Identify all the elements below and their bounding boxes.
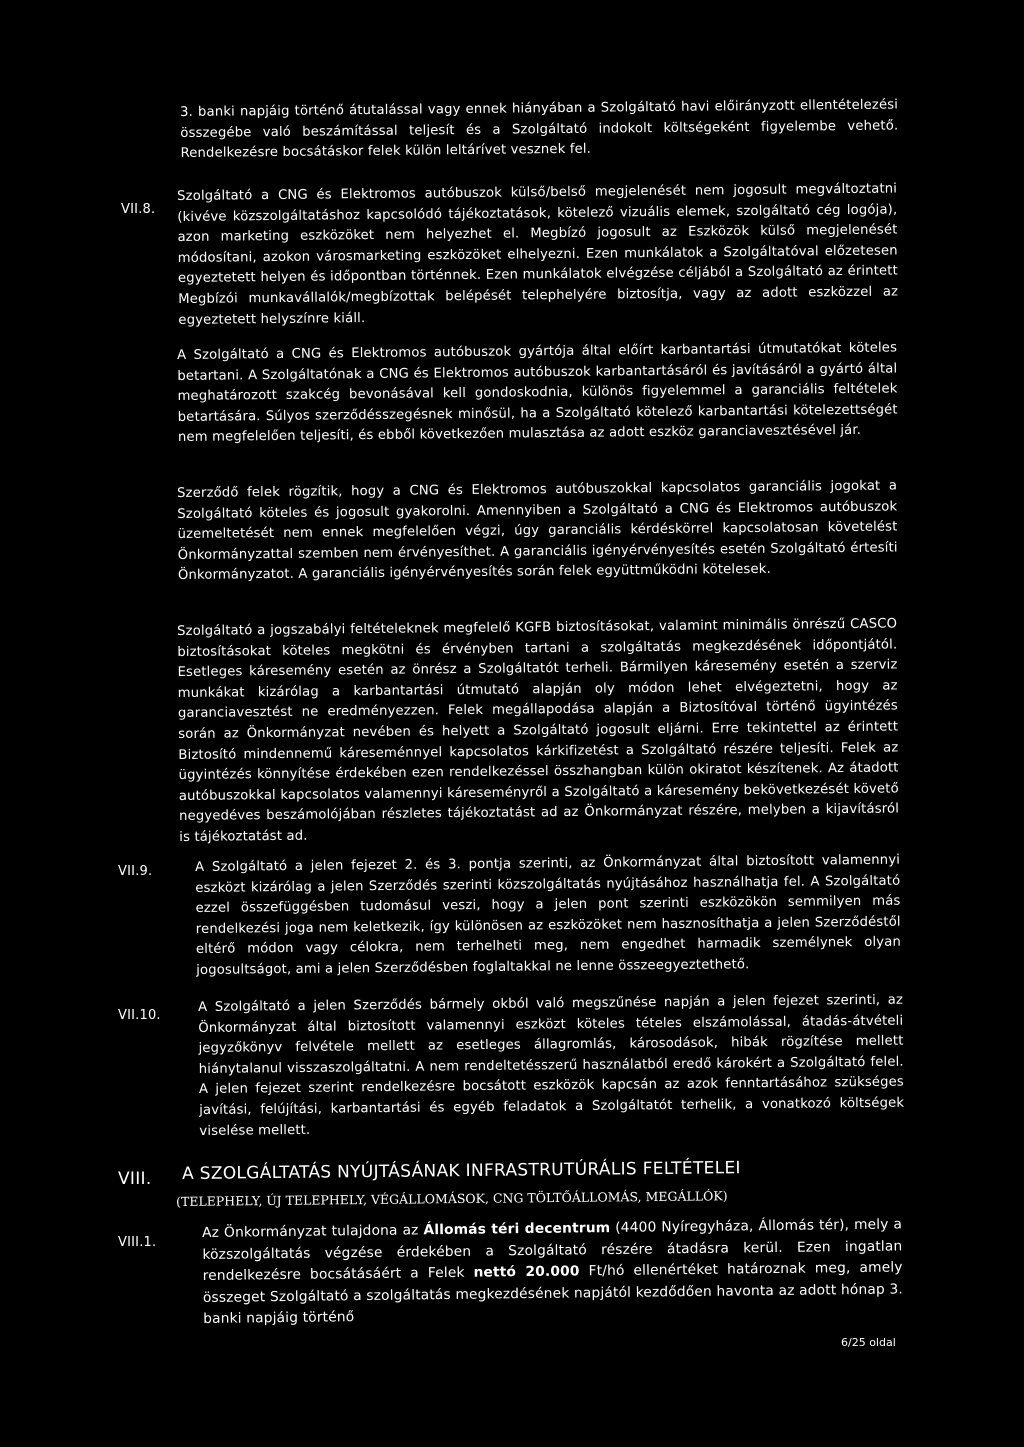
paragraph-vii8-3: Szerződő felek rögzítik, hogy a CNG és Elektromos autóbuszokkal kapcsolatos garanciális jogokat a Szolgáltató köteles és jogosult gyakorolni. Amennyiben a Szolgáltató a CNG és Elektromos autóbuszok üzemeltetését nem ennek megfelelően végzi, úgy garanciális kérdéskörrel kapcsolatosan követelést Önkormányzattal szemben nem érvényesíthet. A garanciális igényérvényesítés esetén Szolgáltató értesíti Önkormányzatot. A garanciális igényérvényesítés során felek együttműködni kötelesek. xyxy=(177,478,898,584)
paragraph-vii8-1: Szolgáltató a CNG és Elektromos autóbuszok külső/belső megjelenését nem jogosult megváltoztatni (kivéve közszolgáltatáshoz kapcsolódó tájékoztatások, kötelező vizuális elemek, szolgáltató cég logója), azon marketing eszközöket nem helyezhet el. Megbízó jogosult az Eszközök külső megjelenését módosítani, azokon városmarketing eszközöket elhelyezni. Ezen munkálatok a Szolgáltatóval előzetesen egyeztetett helyen és időpontban történnek. Ezen munkálatok elvégzése céljából a Szolgáltató az érintett Megbízói munkavállalók/megbízottak belépését telephelyére biztosítja, vagy az adott eszközzel az egyeztetett helyszínre kiáll. xyxy=(177,181,899,328)
section-number-vii10: VII.10. xyxy=(118,1008,161,1023)
page-number: 6/25 oldal xyxy=(841,1336,896,1349)
section-heading-viii: A SZOLGÁLTATÁS NYÚJTÁSÁNAK INFRASTRUTÚRÁLIS FELTÉTELEI xyxy=(182,1158,741,1184)
paragraph-vii10: A Szolgáltató a jelen Szerződés bármely okból való megszűnése napján a jelen fejezet szerinti, az Önkormányzat által biztosított valamennyi eszközt köteles tételes elszámolással, átadás-átvételi jegyzőkönyv felvétele mellett az esetleges állagromlás, károsodások, hibák rögzítése mellett hiánytalanul visszaszolgáltatni. A nem rendeltetésszerű használatból eredő károkért a Szolgáltató felel. A jelen fejezet szerint rendelkezésre bocsátott eszközök kapcsán az azok fenntartásához szükséges javítási, felújítási, karbantartási és egyéb feladatok a Szolgáltatót terhelik, a vonatkozó költségek viselése mellett. xyxy=(198,992,905,1139)
section-number-vii9: VII.9. xyxy=(118,864,153,879)
location-name-bold: Állomás téri decentrum xyxy=(423,1220,611,1239)
section-number-vii8: VII.8. xyxy=(121,202,156,217)
paragraph-viii1-text-3: Ft/hó ellenértéket határoznak meg, amely összeget Szolgáltató a szolgáltatás megkezdésének napjától kezdődően havonta az adott hónap 3. banki napjáig történő xyxy=(202,1259,903,1327)
paragraph-viii1-text-2: (4400 Nyíregyháza, Állomás tér), mely a közszolgáltatás végzése érdekében a Szolgáltató részére átadásra kerül. Ezen ingatlan rendelkezésre bocsátásáért a Felek xyxy=(202,1216,903,1284)
section-number-viii1: VIII.1. xyxy=(118,1235,157,1250)
paragraph-viii1-text-1: Az Önkormányzat tulajdona az xyxy=(202,1222,424,1241)
price-bold: nettó 20.000 xyxy=(473,1263,580,1281)
paragraph-vii7-continuation: 3. banki napjáig történő átutalással vagy ennek hiányában a Szolgáltató havi előirányzott ellentételezési összegébe való beszámítással teljesít és a Szolgáltató indokolt költségeként figyelembe vehető. Rendelkezésre bocsátáskor felek külön leltárívet vesznek fel. xyxy=(180,97,899,162)
section-number-viii: VIII. xyxy=(118,1169,152,1189)
paragraph-vii9: A Szolgáltató a jelen fejezet 2. és 3. pontja szerinti, az Önkormányzat által biztosított valamennyi eszközt kizárólag a jelen Szerződés szerinti közszolgáltatás nyújtásához használhatja fel. A Szolgáltató ezzel összefüggésben tudomásul veszi, hogy a jelen pont szerinti eszközökön semmilyen más rendelkezési joga nem keletkezik, így különösen az eszközöket nem hasznosíthatja a jelen Szerződéstől eltérő módon vagy célokra, nem terhelheti meg, nem engedhet harmadik személynek olyan jogosultságot, ami a jelen Szerződésben foglaltakkal ne lenne összeegyeztethető. xyxy=(195,852,902,978)
paragraph-viii1 xyxy=(202,1214,903,1330)
paragraph-vii8-4: Szolgáltató a jogszabályi feltételeknek megfelelő KGFB biztosításokat, valamint minimális önrészű CASCO biztosításokat köteles megkötni és érvényben tartani a szolgáltatás megkezdésének időpontjától. Esetleges káresemény esetén az önrész a Szolgáltatót terheli. Bármilyen káresemény esetén a szerviz munkákat kizárólag a karbantartási útmutató alapján oly módon lehet elvégeztetni, hogy az garanciavesztést ne eredményezzen. Felek megállapodása alapján a Biztosítóval történő ügyintézés során az Önkormányzat nevében és helyett a Szolgáltató jogosult eljárni. Erre tekintettel az érintett Biztosító mindennemű káreseménnyel kapcsolatos kárkifizetést a Szolgáltató részére teljesíti. Felek az ügyintézés könnyítése érdekében ezen rendelkezéssel összhangban külön okiratot készítenek. Az átadott autóbuszokkal kapcsolatos valamennyi káreseményről a Szolgáltató a káresemény bekövetkezését követő negyedéves beszámolójában részletes tájékoztatást ad az Önkormányzat részére, melyben a kijavításról is tájékoztatást ad. xyxy=(177,616,900,845)
section-subheading-viii: (TELEPHELY, ÚJ TELEPHELY, VÉGÁLLOMÁSOK, CNG TÖLTŐÁLLOMÁS, MEGÁLLÓK) xyxy=(176,1188,728,1209)
paragraph-vii8-2: A Szolgáltató a CNG és Elektromos autóbuszok gyártója által előírt karbantartási útmutatókat köteles betartani. A Szolgáltatónak a CNG és Elektromos autóbuszok karbantartásáról és javításáról a gyártó által meghatározott szakcég bevonásával kell gondoskodnia, különös figyelemmel a garanciális feltételek betartására. Súlyos szerződésszegésnek minősül, ha a Szolgáltató kötelező karbantartási kötelezettségét nem megfelelően teljesíti, és ebből következően mulasztása az adott eszköz garanciavesztésével jár. xyxy=(177,340,898,446)
